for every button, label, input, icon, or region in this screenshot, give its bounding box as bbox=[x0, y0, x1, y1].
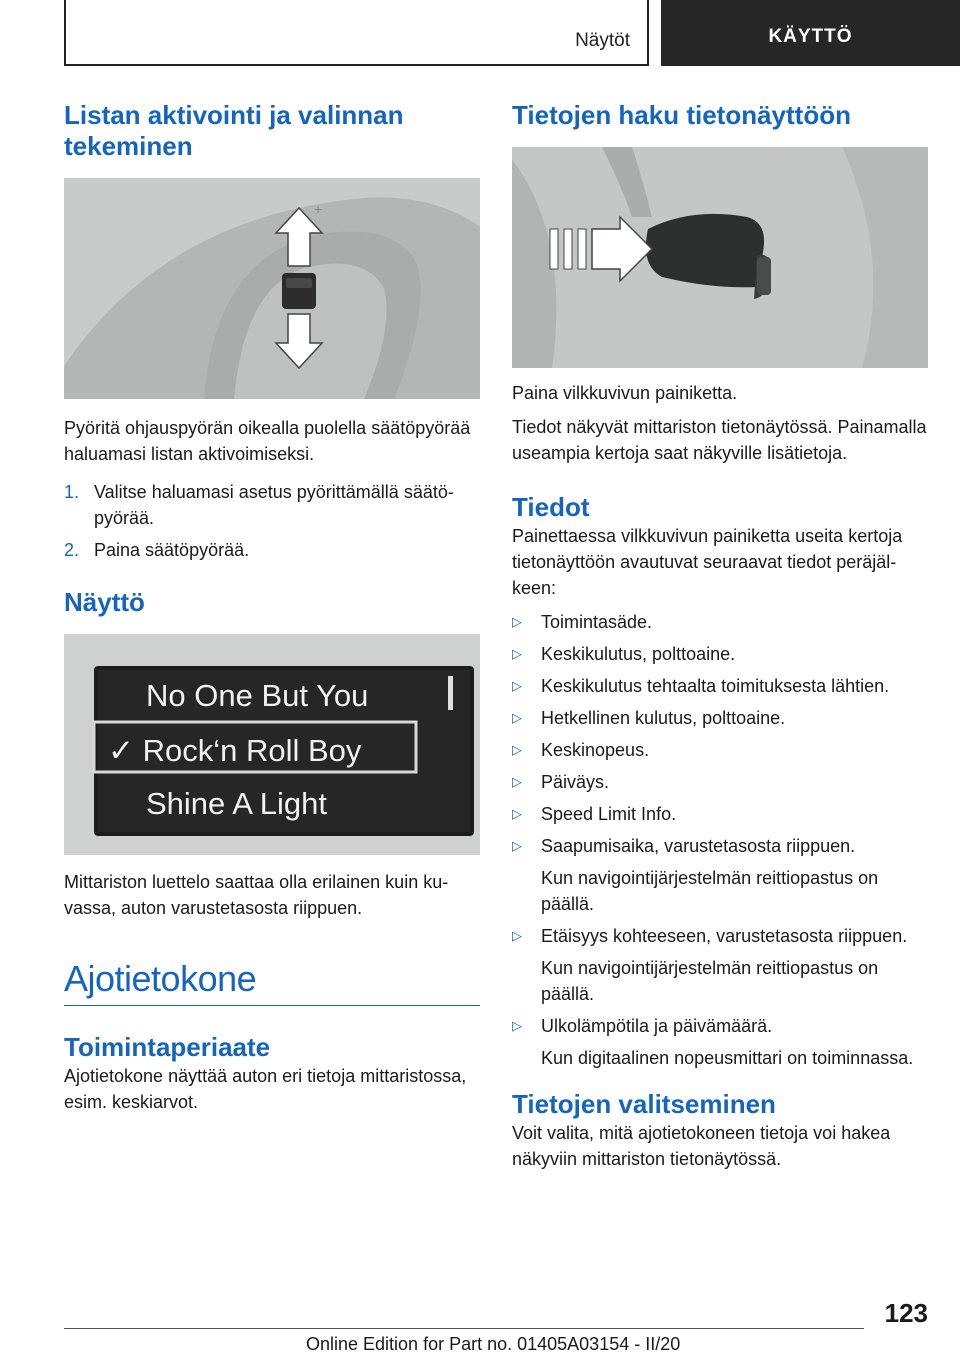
steering-wheel-figure bbox=[64, 178, 480, 399]
info-list bbox=[512, 609, 928, 1071]
list-item bbox=[512, 705, 928, 731]
triangle-bullet-icon: ▷ bbox=[512, 774, 522, 789]
step-text: Paina säätöpyörää. bbox=[94, 540, 250, 560]
list-item bbox=[512, 801, 928, 827]
list-item-note: Kun digitaalinen nopeusmittari on toiminnassa. bbox=[541, 1048, 914, 1068]
triangle-bullet-icon: ▷ bbox=[512, 838, 522, 853]
paragraph-display: Mittariston luettelo saattaa olla erilainen kuin kuvassa, auton varustetasosta riippuen. bbox=[64, 872, 449, 918]
header-frame bbox=[64, 0, 649, 66]
list-item-text: Päiväys. bbox=[541, 772, 610, 792]
header-chapter: KÄYTTÖ bbox=[661, 0, 960, 66]
list-item bbox=[512, 923, 928, 1007]
heading-info: Tiedot bbox=[512, 492, 590, 522]
list-item-text: Keskinopeus. bbox=[541, 740, 650, 760]
triangle-bullet-icon: ▷ bbox=[512, 678, 522, 693]
footer-edition: Online Edition for Part no. 01405A03154 - II/20 bbox=[306, 1334, 681, 1354]
right-column bbox=[512, 100, 928, 1172]
triangle-bullet-icon: ▷ bbox=[512, 646, 522, 661]
heading-principle: Toimintaperiaate bbox=[64, 1032, 271, 1062]
list-item-text: Keskikulutus tehtaalta toimituksesta lähtien. bbox=[541, 676, 890, 696]
list-item-text: Saapumisaika, varustetasosta riippuen. bbox=[541, 836, 856, 856]
triangle-bullet-icon: ▷ bbox=[512, 710, 522, 725]
heading-trip-computer: Ajotietokone bbox=[64, 958, 257, 999]
triangle-bullet-icon: ▷ bbox=[512, 1018, 522, 1033]
step-number: 1. bbox=[64, 482, 80, 502]
list-item bbox=[512, 833, 928, 917]
heading-list-activation: Listan aktivointi ja valinnan tekeminen bbox=[64, 100, 404, 161]
display-item-3: Shine A Light bbox=[146, 786, 327, 821]
turn-signal-lever-figure bbox=[512, 147, 928, 368]
heading-fetch-info: Tietojen haku tietonäyttöön bbox=[512, 100, 851, 130]
triangle-bullet-icon: ▷ bbox=[512, 614, 522, 629]
list-item-text: Ulkolämpötila ja päivämäärä. bbox=[541, 1016, 773, 1036]
step-text: Valitse haluamasi asetus pyörittämällä säätöpyörää. bbox=[94, 482, 454, 528]
display-item-2: ✓ Rock‘n Roll Boy bbox=[108, 733, 362, 768]
display-figure bbox=[64, 634, 480, 855]
list-item-text: Keskikulutus, polttoaine. bbox=[541, 644, 736, 664]
svg-text:+: + bbox=[314, 201, 323, 217]
heading-display: Näyttö bbox=[64, 587, 145, 617]
list-item bbox=[512, 1013, 928, 1071]
triangle-bullet-icon: ▷ bbox=[512, 928, 522, 943]
paragraph-press: Paina vilkkuvivun painiketta. bbox=[512, 383, 738, 403]
paragraph-info: Tiedot näkyvät mittariston tietonäytössä. Painamalla useampia kertoja saat näkyville lisätietoja. bbox=[512, 417, 927, 463]
display-item-1: No One But You bbox=[146, 678, 369, 713]
step-number: 2. bbox=[64, 540, 80, 560]
list-item-text: Speed Limit Info. bbox=[541, 804, 677, 824]
list-item-text: Etäisyys kohteeseen, varustetasosta riippuen. bbox=[541, 926, 908, 946]
heading-rule bbox=[64, 1005, 480, 1006]
paragraph-principle: Ajotietokone näyttää auton eri tietoja mittaristossa, esim. keskiarvot. bbox=[64, 1066, 467, 1112]
list-item bbox=[512, 609, 928, 635]
list-item-text: Hetkellinen kulutus, polttoaine. bbox=[541, 708, 786, 728]
paragraph-rotate: Pyöritä ohjauspyörän oikealla puolella säätöpyörää haluamasi listan aktivoimiseksi. bbox=[64, 418, 471, 464]
list-item bbox=[512, 641, 928, 667]
page-number: 123 bbox=[884, 1298, 928, 1328]
footer-rule bbox=[64, 1328, 864, 1329]
list-item bbox=[512, 769, 928, 795]
triangle-bullet-icon: ▷ bbox=[512, 806, 522, 821]
left-column bbox=[64, 100, 480, 1115]
heading-select: Tietojen valitseminen bbox=[512, 1089, 776, 1119]
steps-list bbox=[64, 479, 480, 563]
list-item-text: Toimintasäde. bbox=[541, 612, 653, 632]
list-item-note: Kun navigointijärjestelmän reittiopastus on päällä. bbox=[541, 868, 879, 914]
paragraph-select: Voit valita, mitä ajotietokoneen tietoja voi hakea näkyviin mittariston tietonäytössä. bbox=[512, 1123, 891, 1169]
list-item bbox=[64, 479, 480, 531]
list-item bbox=[64, 537, 480, 563]
header-section: Näytöt bbox=[575, 30, 630, 51]
list-item bbox=[512, 737, 928, 763]
triangle-bullet-icon: ▷ bbox=[512, 742, 522, 757]
list-item bbox=[512, 673, 928, 699]
paragraph-sequence: Painettaessa vilkkuvivun painiketta useita kertoja tietonäyttöön avautuvat seuraavat tiedot peräjälkeen: bbox=[512, 526, 903, 598]
list-item-note: Kun navigointijärjestelmän reittiopastus on päällä. bbox=[541, 958, 879, 1004]
